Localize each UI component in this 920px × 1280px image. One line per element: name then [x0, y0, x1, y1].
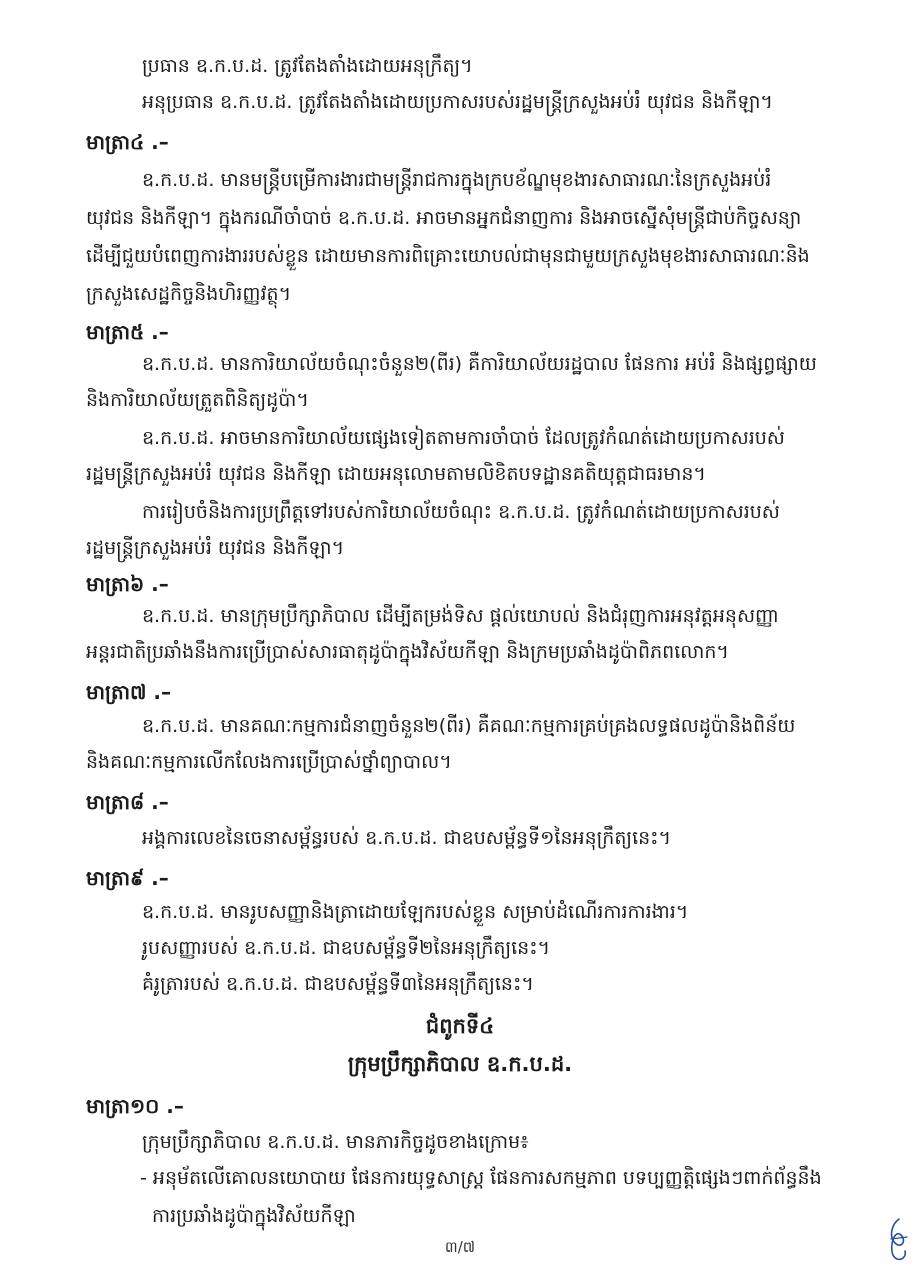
list-item: - អនុម័តលើគោលនយោបាយ ផែនការយុទ្ធសាស្ត្រ ផែនការសកម្មភាព បទប្បញ្ញត្តិផ្សេងៗពាក់ព័ន្ធនឹង	[140, 1167, 822, 1189]
text-line: រដ្ឋមន្ត្រីក្រសួងអប់រំ យុវជន និងកីឡា។	[86, 537, 345, 559]
text-line: ប្រធាន ឧ.ក.ប.ដ. ត្រូវតែងតាំងដោយអនុក្រឹត្យ។	[142, 55, 473, 77]
text-line: រូបសញ្ញារបស់ ឧ.ក.ប.ដ. ជាឧបសម្ព័ន្ធទី២នៃអនុក្រឹត្យនេះ។	[142, 937, 551, 959]
text-line: ឧ.ក.ប.ដ. មានក្រុមប្រឹក្សាភិបាល ដើម្បីតម្រង់ទិស ផ្តល់យោបល់ និងជំរុញការអនុវត្តអនុសញ្ញា	[142, 605, 779, 627]
article-heading: មាត្រា៧ .–	[86, 680, 172, 704]
chapter-title: ក្រុមប្រឹក្សាភិបាល ឧ.ក.ប.ដ.	[347, 1052, 573, 1076]
text-line: អន្តរជាតិប្រឆាំងនឹងការប្រើប្រាស់សារធាតុដូប៉ាក្នុងវិស័យកីឡា និងក្រមប្រឆាំងដូប៉ាពិភពលោក។	[86, 641, 729, 663]
text-line: ក្រុមប្រឹក្សាភិបាល ឧ.ក.ប.ដ. មានភារកិច្ចដូចខាងក្រោម៖	[142, 1131, 529, 1153]
article-heading: មាត្រា៨ .–	[86, 790, 169, 814]
text-line: និងគណៈកម្មការលើកលែងការប្រើប្រាស់ថ្នាំព្យាបាល។	[86, 751, 452, 773]
article-heading: មាត្រា៤ .–	[86, 130, 169, 154]
text-line: ឧ.ក.ប.ដ. មានមន្ត្រីបម្រើការងារជាមន្ត្រីរាជការក្នុងក្របខ័ណ្ឌមុខងារសាធារណៈនៃក្រសួងអប់រំ	[142, 169, 772, 191]
text-line: ដើម្បីជួយបំពេញការងាររបស់ខ្លួន ដោយមានការពិគ្រោះយោបល់ជាមុនជាមួយក្រសួងមុខងារសាធារណៈនិង	[86, 245, 810, 267]
article-heading: មាត្រា១០ .–	[86, 1094, 184, 1118]
chapter-number: ជំពូកទី៤	[425, 1014, 495, 1038]
article-heading: មាត្រា៦ .–	[86, 572, 169, 596]
text-line: ឧ.ក.ប.ដ. មានរូបសញ្ញានិងត្រាដោយឡែករបស់ខ្លួន សម្រាប់ដំណើរការការងារ។	[142, 901, 689, 923]
text-line: រដ្ឋមន្ត្រីក្រសួងអប់រំ យុវជន និងកីឡា ដោយអនុលោមតាមលិខិតបទដ្ឋានគតិយុត្តជាធរមាន។	[86, 463, 706, 485]
text-line: ឧ.ក.ប.ដ. មានគណៈកម្មការជំនាញចំនួន២(ពីរ) គឺគណៈកម្មការគ្រប់គ្រងលទ្ធផលដូប៉ានិងពិន័យ	[142, 715, 796, 737]
text-line: ការរៀបចំនិងការប្រព្រឹត្តទៅរបស់ការិយាល័យចំណុះ ឧ.ក.ប.ដ. ត្រូវកំណត់ដោយប្រកាសរបស់	[142, 501, 780, 523]
text-line: ការប្រឆាំងដូប៉ាក្នុងវិស័យកីឡា	[152, 1205, 356, 1227]
article-heading: មាត្រា៥ .–	[86, 320, 169, 344]
text-line: អង្គការលេខនៃចេនាសម្ព័ន្ធរបស់ ឧ.ក.ប.ដ. ជាឧបសម្ព័ន្ធទី១នៃអនុក្រឹត្យនេះ។	[142, 827, 672, 849]
text-line: ឧ.ក.ប.ដ. មានការិយាល័យចំណុះចំនួន២(ពីរ) គឺការិយាល័យរដ្ឋបាល ផែនការ អប់រំ និងផ្សព្វផ្សាយ	[142, 353, 817, 375]
text-line: គំរូត្រារបស់ ឧ.ក.ប.ដ. ជាឧបសម្ព័ន្ធទី៣នៃអនុក្រឹត្យនេះ។	[142, 973, 534, 995]
text-line: ឧ.ក.ប.ដ. អាចមានការិយាល័យផ្សេងទៀតតាមការចាំបាច់ ដែលត្រូវកំណត់ដោយប្រកាសរបស់	[142, 427, 785, 449]
page-number: ៣/៧	[444, 1238, 476, 1256]
handwritten-initial	[883, 1215, 913, 1265]
article-heading: មាត្រា៩ .–	[86, 866, 169, 890]
text-line: ក្រសួងសេដ្ឋកិច្ចនិងហិរញ្ញវត្ថុ។	[86, 283, 292, 305]
text-line: អនុប្រធាន ឧ.ក.ប.ដ. ត្រូវតែងតាំងដោយប្រកាសរបស់រដ្ឋមន្ត្រីក្រសួងអប់រំ យុវជន និងកីឡា។	[142, 91, 773, 113]
text-line: យុវជន និងកីឡា។ ក្នុងករណីចាំបាច់ ឧ.ក.ប.ដ. អាចមានអ្នកជំនាញការ និងអាចស្នើសុំមន្ត្រីជាប់កិច្ចសន្យា	[86, 207, 802, 229]
text-line: និងការិយាល័យត្រួតពិនិត្យដូប៉ា។	[86, 389, 309, 411]
